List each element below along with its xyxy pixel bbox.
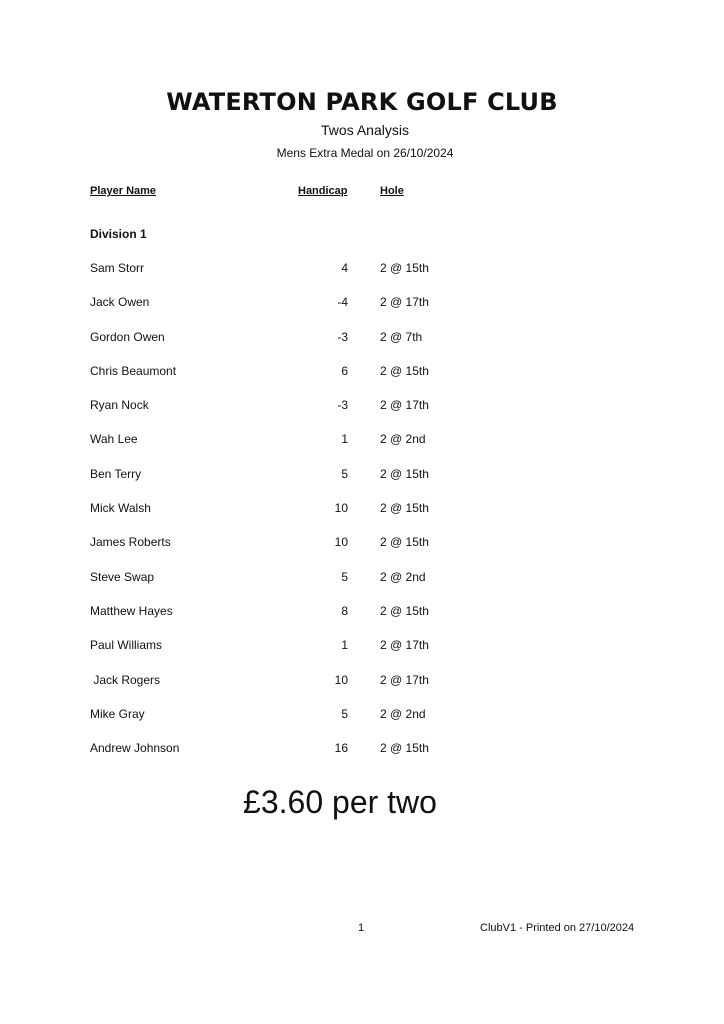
player-name: Matthew Hayes bbox=[90, 603, 173, 618]
player-handicap: 5 bbox=[341, 706, 348, 721]
player-hole: 2 @ 15th bbox=[380, 603, 429, 618]
player-hole: 2 @ 17th bbox=[380, 398, 429, 413]
player-handicap: 5 bbox=[341, 466, 348, 481]
player-name: James Roberts bbox=[90, 535, 171, 550]
print-footer: ClubV1 - Printed on 27/10/2024 bbox=[480, 922, 635, 934]
player-name: Wah Lee bbox=[90, 432, 138, 447]
report-title: Twos Analysis bbox=[321, 122, 409, 138]
player-hole: 2 @ 15th bbox=[380, 363, 429, 378]
table-row bbox=[0, 432, 724, 466]
event-description: Mens Extra Medal on 26/10/2024 bbox=[276, 146, 454, 160]
table-row bbox=[0, 501, 724, 535]
player-name: Sam Storr bbox=[90, 261, 145, 275]
table-row bbox=[0, 535, 724, 569]
club-name: WATERTON PARK GOLF CLUB bbox=[166, 88, 558, 116]
table-row bbox=[0, 741, 724, 775]
player-handicap: 16 bbox=[334, 741, 348, 756]
player-handicap: 10 bbox=[334, 672, 348, 687]
column-header-handicap: Handicap bbox=[298, 185, 348, 197]
player-name: Gordon Owen bbox=[90, 329, 165, 344]
player-name: Chris Beaumont bbox=[90, 363, 177, 378]
player-hole: 2 @ 2nd bbox=[380, 569, 426, 584]
player-handicap: 8 bbox=[341, 603, 348, 618]
player-name: Paul Williams bbox=[90, 638, 163, 653]
table-row bbox=[0, 330, 724, 364]
table-row bbox=[0, 295, 724, 329]
table-row bbox=[0, 707, 724, 741]
table-row bbox=[0, 604, 724, 638]
player-hole: 2 @ 15th bbox=[380, 741, 429, 756]
player-handicap: 1 bbox=[341, 638, 348, 653]
column-header-hole: Hole bbox=[380, 185, 404, 197]
player-name: Andrew Johnson bbox=[90, 741, 180, 756]
player-handicap: -4 bbox=[337, 295, 348, 310]
player-name: Jack Rogers bbox=[90, 672, 161, 687]
table-row bbox=[0, 364, 724, 398]
table-row bbox=[0, 570, 724, 604]
player-hole: 2 @ 17th bbox=[380, 295, 429, 310]
player-name: Ben Terry bbox=[90, 466, 142, 481]
player-handicap: 6 bbox=[341, 363, 348, 378]
player-hole: 2 @ 2nd bbox=[380, 706, 426, 721]
player-name: Mike Gray bbox=[90, 706, 145, 721]
player-name: Mick Walsh bbox=[90, 501, 151, 516]
player-hole: 2 @ 17th bbox=[380, 638, 429, 653]
player-hole: 2 @ 15th bbox=[380, 501, 429, 516]
player-list bbox=[0, 261, 724, 775]
player-handicap: 1 bbox=[341, 432, 348, 447]
player-name: Jack Owen bbox=[90, 295, 150, 310]
player-handicap: 4 bbox=[341, 261, 348, 275]
division-heading: Division 1 bbox=[90, 227, 147, 241]
player-hole: 2 @ 15th bbox=[380, 535, 429, 550]
player-handicap: 5 bbox=[341, 569, 348, 584]
player-name: Steve Swap bbox=[90, 569, 155, 584]
table-row bbox=[0, 398, 724, 432]
table-row bbox=[0, 467, 724, 501]
table-row bbox=[0, 638, 724, 672]
player-handicap: -3 bbox=[337, 398, 348, 413]
page-number: 1 bbox=[358, 922, 365, 934]
player-name: Ryan Nock bbox=[90, 398, 149, 413]
column-header-player-name: Player Name bbox=[90, 185, 157, 197]
table-row bbox=[0, 261, 724, 295]
player-handicap: -3 bbox=[337, 329, 348, 344]
player-hole: 2 @ 15th bbox=[380, 261, 429, 275]
table-row bbox=[0, 673, 724, 707]
player-handicap: 10 bbox=[334, 501, 348, 516]
prize-per-two: £3.60 per two bbox=[243, 784, 437, 820]
player-hole: 2 @ 7th bbox=[380, 329, 423, 344]
player-handicap: 10 bbox=[334, 535, 348, 550]
player-hole: 2 @ 17th bbox=[380, 672, 429, 687]
player-hole: 2 @ 15th bbox=[380, 466, 429, 481]
player-hole: 2 @ 2nd bbox=[380, 432, 426, 447]
